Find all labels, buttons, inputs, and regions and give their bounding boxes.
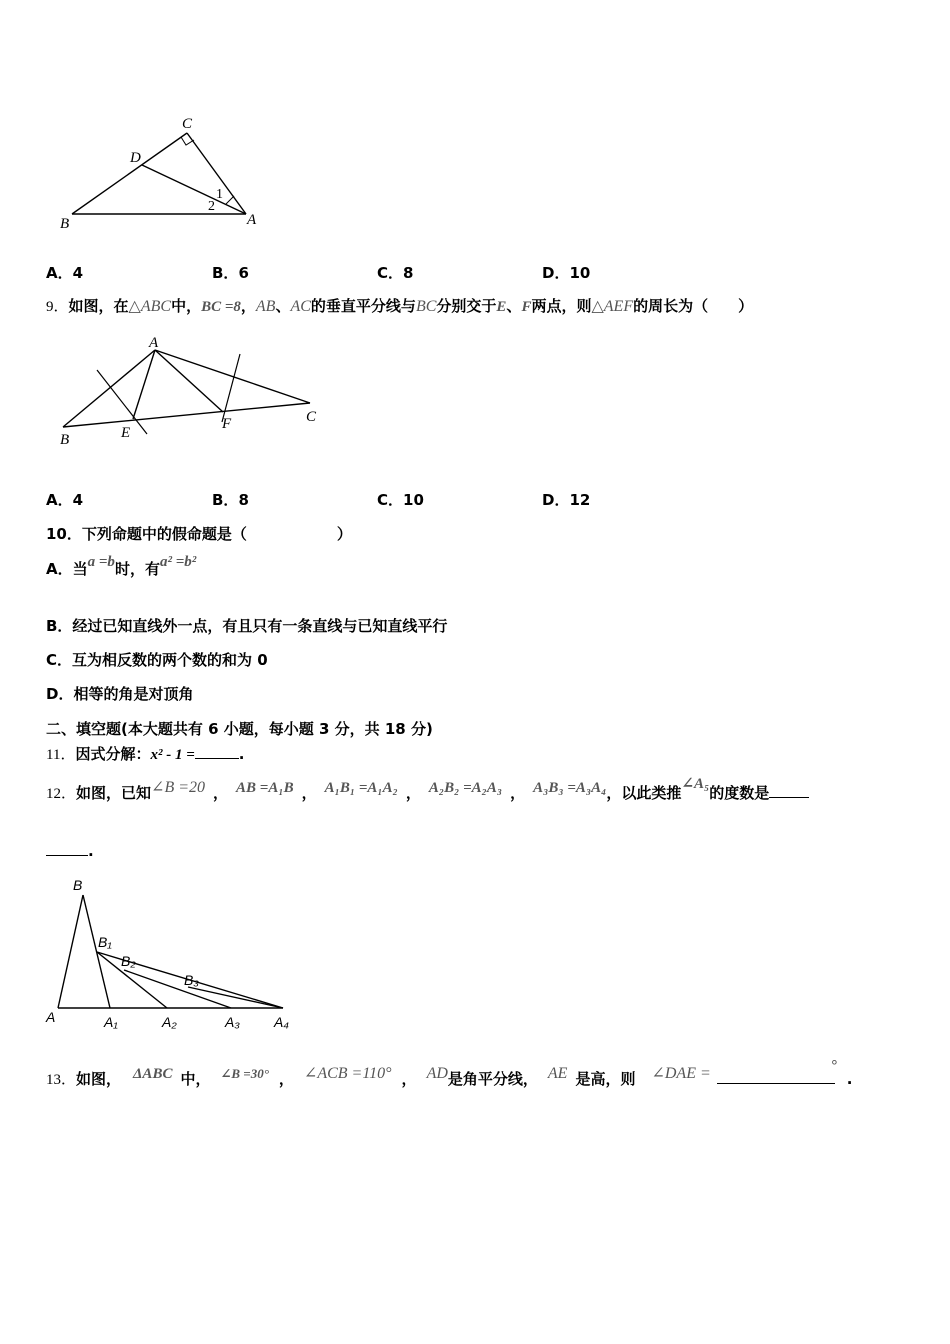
q10-option-b[interactable]: B．经过已知直线外一点，有且只有一条直线与已知直线平行 bbox=[46, 617, 448, 635]
q10-option-a[interactable]: A．当a =b时，有a² =b² bbox=[46, 554, 197, 578]
q9-perp-bisector-AC bbox=[222, 354, 240, 422]
q9-label-C: C bbox=[306, 409, 317, 425]
q12-answer-blank-1[interactable] bbox=[769, 797, 809, 798]
q10-stem: 10．下列命题中的假命题是（ ） bbox=[46, 525, 352, 543]
q12-label-B: B bbox=[73, 877, 83, 893]
q8-option-b[interactable]: B．6 bbox=[212, 264, 249, 282]
q12-line-AB bbox=[58, 895, 83, 1008]
q12-label-A2: A₂ bbox=[162, 1014, 177, 1030]
q12-label-B2: B₂ bbox=[121, 953, 136, 969]
q11-answer-blank[interactable] bbox=[195, 758, 239, 759]
q9-figure bbox=[55, 330, 335, 450]
q9-option-a[interactable]: A．4 bbox=[46, 491, 84, 509]
q11: 11．因式分解：x² - 1 = . bbox=[46, 745, 245, 763]
q13-answer-blank[interactable] bbox=[717, 1083, 835, 1084]
q8-option-d[interactable]: D．10 bbox=[542, 264, 591, 282]
q8-figure bbox=[50, 110, 280, 235]
q8-label-D: D bbox=[130, 150, 141, 166]
q9-line-AC bbox=[155, 350, 310, 403]
q12-label-A3: A₃ bbox=[225, 1014, 240, 1030]
q12-figure bbox=[40, 875, 300, 1035]
q9-option-c[interactable]: C．10 bbox=[377, 491, 424, 509]
q8-line-BC bbox=[72, 133, 187, 214]
q12-line-BA1 bbox=[83, 895, 110, 1008]
q9-label-F: F bbox=[222, 416, 232, 432]
q9-line-AF bbox=[155, 350, 223, 412]
q12-label-B3: B₃ bbox=[184, 972, 199, 988]
q9-line-BA bbox=[63, 350, 155, 427]
q8-angle-arc bbox=[226, 196, 234, 204]
q9-option-d[interactable]: D．12 bbox=[542, 491, 591, 509]
q8-label-angle2: 2 bbox=[208, 199, 215, 214]
q12-label-B1: B₁ bbox=[98, 934, 112, 950]
q8-label-angle1: 1 bbox=[216, 187, 223, 202]
q10-option-d[interactable]: D．相等的角是对顶角 bbox=[46, 685, 194, 703]
q12-label-A: A bbox=[46, 1009, 56, 1025]
q8-right-angle-mark bbox=[181, 137, 194, 145]
q8-label-B: B bbox=[60, 216, 70, 232]
q9-stem: 9．如图，在△ABC中，BC =8，AB、AC的垂直平分线与BC分别交于E、F两点，则△AEF的周长为（ ） bbox=[46, 297, 754, 315]
q10-option-c[interactable]: C．互为相反数的两个数的和为 0 bbox=[46, 651, 268, 669]
q8-line-DA bbox=[142, 165, 246, 214]
q9-label-A: A bbox=[149, 335, 159, 351]
q9-label-B: B bbox=[60, 432, 70, 448]
q9-line-AE bbox=[133, 350, 155, 419]
q8-option-c[interactable]: C．8 bbox=[377, 264, 414, 282]
q13: 13．如图， ΔABC 中， ∠B =30° ， ∠ACB =110° ， AD是角平分线， AE 是高，则 ∠DAE = °. bbox=[46, 1058, 853, 1088]
q8-option-a[interactable]: A．4 bbox=[46, 264, 84, 282]
q12-stem-line2: . bbox=[46, 842, 94, 860]
q9-line-BC bbox=[63, 403, 310, 427]
section-title: 二、填空题(本大题共有 6 小题，每小题 3 分，共 18 分) bbox=[46, 720, 433, 738]
q12-label-A4: A₄ bbox=[274, 1014, 289, 1030]
q12-stem: 12．如图，已知∠B =20 ， AB =A₁B ， A₁B₁ =A₁A₂ ， A₂B₂ =A₂A₃ ， A₃B₃ =A₃A₄，以此类推∠A₅的度数是 bbox=[46, 782, 898, 803]
q8-label-A: A bbox=[247, 212, 257, 228]
q9-option-b[interactable]: B．8 bbox=[212, 491, 249, 509]
q12-answer-blank-2[interactable] bbox=[46, 855, 88, 856]
q9-label-E: E bbox=[121, 425, 131, 441]
q8-label-C: C bbox=[182, 116, 193, 132]
q12-label-A1: A₁ bbox=[104, 1014, 118, 1030]
